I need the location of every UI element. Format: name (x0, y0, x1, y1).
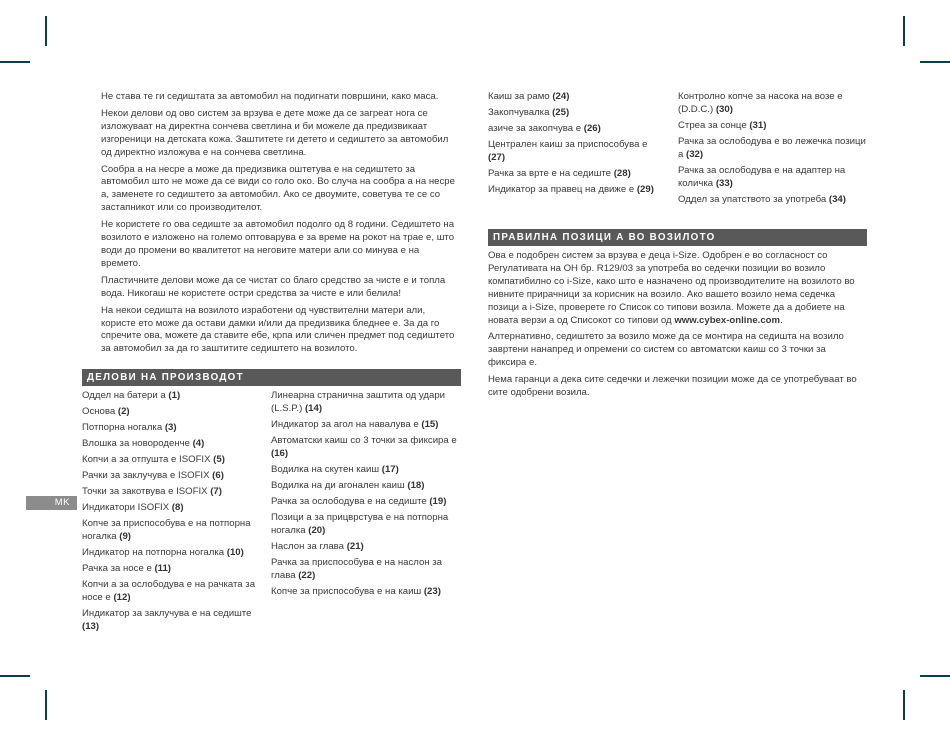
paragraph: Не става те ги седиштата за автомобил на подигнати површини, како маса. (101, 91, 439, 102)
part-number: (10) (226, 546, 244, 558)
paragraph-end: . (780, 314, 783, 326)
part-item (271, 435, 463, 461)
part-number: (9) (119, 530, 132, 542)
crop-mark (903, 690, 905, 720)
part-label: Водилка на ди агонален каиш (271, 479, 405, 491)
part-number: (14) (304, 402, 323, 414)
part-number: (8) (171, 502, 184, 513)
part-item (82, 390, 267, 403)
part-label: Контролно копче за насока на возе е (D.D.C.) (678, 91, 843, 115)
part-label: Рачка за носе е (82, 562, 152, 574)
paragraph: Некои делови од ово систем за врзува е дете може да се загреат нога се изложуваат на директна сончева светлина и би можеле да предизвикаат изгореници на детската кожа. Заштитете ги детето и седиштето за автомобил од директно изложува е на сончева светлина. (101, 107, 449, 158)
part-number: (21) (346, 540, 364, 552)
crop-mark (903, 16, 905, 46)
part-item (82, 470, 267, 483)
part-number: (11) (154, 562, 171, 574)
part-item (82, 563, 267, 576)
part-label: Точки за закотвува е ISOFIX (82, 486, 208, 497)
part-number: (27) (488, 151, 506, 163)
part-item (488, 91, 666, 104)
part-number: (24) (552, 91, 570, 102)
part-item (488, 123, 666, 136)
crop-mark (0, 675, 30, 677)
part-item (271, 390, 463, 416)
part-label: Закопчувалка (488, 107, 550, 118)
part-label: Индикатор за правец на движе е (488, 183, 635, 195)
part-label: Копчи а за ослободува е на рачката за носе е (82, 578, 256, 603)
part-number: (6) (212, 470, 224, 481)
part-label: Индикатори ISOFIX (82, 502, 170, 513)
safety-notes (101, 91, 461, 360)
part-item (82, 547, 267, 560)
part-number: (26) (583, 123, 601, 134)
part-number: (19) (429, 495, 447, 507)
crop-mark (920, 61, 950, 63)
part-number: (33) (715, 177, 733, 189)
part-label: азиче за закопчува е (488, 123, 582, 134)
parts-list-1 (82, 390, 267, 637)
part-item (82, 454, 267, 467)
part-number: (23) (423, 585, 441, 597)
crop-mark (45, 16, 47, 46)
part-item (82, 502, 267, 515)
part-label: Индикатор за агол на навалува е (271, 418, 419, 430)
part-label: Оддел на батери а (82, 390, 166, 401)
part-label: Основа (82, 406, 116, 417)
part-number: (31) (749, 119, 767, 131)
parts-list-2 (271, 390, 463, 602)
part-number: (30) (715, 103, 733, 115)
part-item (271, 586, 463, 599)
part-item (678, 91, 870, 117)
part-number: (28) (613, 167, 631, 179)
part-item (488, 139, 666, 165)
part-label: Копчи а за отпушта е ISOFIX (82, 454, 211, 465)
part-item (271, 480, 463, 493)
part-label: Позици а за прицврстува е на потпорна ногалка (271, 511, 449, 536)
parts-list-4 (678, 91, 870, 210)
part-label: Рачки за заклучува е ISOFIX (82, 470, 210, 481)
part-item (271, 512, 463, 538)
part-item (82, 486, 267, 499)
correct-position-text (488, 250, 866, 404)
part-label: Копче за приспособува е на каиш (271, 585, 422, 597)
part-item (82, 608, 267, 634)
part-number: (25) (552, 107, 570, 118)
part-label: Влошка за новороденче (82, 438, 190, 449)
part-item (82, 438, 267, 451)
part-label: Рачка за врте е на седиште (488, 167, 612, 179)
part-item (82, 579, 267, 605)
crop-mark (0, 61, 30, 63)
part-number: (34) (828, 193, 846, 205)
part-label: Оддел за упатството за употреба (678, 193, 827, 205)
part-number: (5) (213, 454, 225, 465)
part-number: (18) (407, 479, 425, 491)
part-number: (29) (636, 183, 654, 195)
part-item (271, 541, 463, 554)
part-item (271, 557, 463, 583)
part-item (82, 518, 267, 544)
part-number: (15) (421, 418, 439, 430)
part-number: (7) (210, 486, 222, 497)
crop-mark (45, 690, 47, 720)
part-item (678, 120, 870, 133)
part-label: Индикатор на потпорна ногалка (82, 546, 225, 558)
part-label: Каиш за рамо (488, 91, 550, 102)
part-number: (12) (113, 591, 131, 603)
part-item (488, 168, 666, 181)
part-item (271, 464, 463, 477)
section-header-correct-position: ПРАВИЛНА ПОЗИЦИ А ВО ВОЗИЛОТО (488, 229, 867, 246)
paragraph-text: Ова е подобрен систем за врзува е деца i-Size. Одобрен е во согласност со Регулативата на ОН бр. R129/03 за употреба во седечки позиции во возило компатибилно со i-Size, како што е назначено од производителите на возилото во нивните прирачници за корисник на возило. Ако вашето возило нема седечка позици а i-Size, проверете го Список со типови возила. Можете да а добиете на новата верзи а од Списокот со типови од (488, 250, 855, 326)
part-item (271, 496, 463, 509)
paragraph: Не користете го ова седиште за автомобил подолго од 8 години. Седиштето на возилото е изложено на големо оптоварува е за време на рокот на трае е, што води до промени во квалитетот на неговите матери али со минува е на времето. (101, 219, 455, 269)
part-label: Рачка за ослободува е на адаптер на количка (678, 164, 846, 189)
part-number: (1) (168, 390, 181, 401)
part-label: Рачка за ослободува е на седиште (271, 495, 427, 507)
part-item (678, 136, 870, 162)
part-item (488, 107, 666, 120)
part-label: Индикатор за заклучува е на седиште (82, 607, 252, 619)
crop-mark (920, 675, 950, 677)
part-number: (32) (686, 148, 704, 160)
part-number: (3) (164, 422, 177, 433)
paragraph (488, 250, 866, 327)
part-label: Автоматски каиш со 3 точки за фиксира е (271, 434, 457, 446)
part-item (82, 406, 267, 419)
part-number: (17) (381, 463, 399, 475)
part-label: Потпорна ногалка (82, 422, 163, 433)
part-label: Стреа за сонце (678, 119, 747, 131)
section-header-parts: ДЕЛОВИ НА ПРОИЗВОДОТ (82, 369, 461, 386)
part-label: Водилка на скутен каиш (271, 463, 380, 475)
part-item (271, 419, 463, 432)
part-label: Наслон за глава (271, 540, 345, 552)
website-link[interactable]: www.cybex-online.com (674, 314, 781, 326)
part-item (678, 165, 870, 191)
paragraph: На некои седишта на возилото изработени од чувствителни матери али, користе ето може да остави дамки и/или да предизвика бледнее е. За да го спречите ова, можете да ставите ебе, крпа или сличен предмет под седиштето за автомобил за да го заштитите седиштето на возилото. (101, 304, 455, 355)
part-number: (13) (82, 620, 100, 632)
part-item (678, 194, 870, 207)
part-number: (22) (298, 569, 316, 581)
paragraph: Сообра а на несре а може да предизвика оштетува е на седиштето за автомобил што не може да се види со голо око. Во случа на сообра а на несре а, заменете го седиштето за автомобил. Ако се двоумите, советува те се со застапникот или со производителот. (101, 163, 455, 214)
part-label: Копче за приспособува е на потпорна ногалка (82, 518, 251, 542)
part-item (488, 184, 666, 197)
part-number: (2) (117, 406, 130, 417)
parts-list-3 (488, 91, 666, 200)
paragraph: Алтернативно, седиштето за возило може да се монтира на седишта на возило завртени нанапред и опремени со систем со автоматски каиш со 3 точки за фиксира е. (488, 331, 844, 369)
language-tab: MK (26, 496, 77, 510)
paragraph: Пластичните делови може да се чистат со благо средство за чисте е и топла вода. Никогаш не користете остри средства за чисте е или белила! (101, 274, 446, 299)
part-number: (4) (192, 438, 205, 449)
part-label: Централен каиш за приспособува е (488, 139, 648, 150)
part-label: Рачка за приспособува е на наслон за глава (271, 556, 443, 581)
paragraph: Нема гаранци а дека сите седечки и лежечки позиции може да се употребуваат во сите одобрени возила. (488, 374, 857, 399)
part-label: Рачка за ослободува е во лежечка позици а (678, 135, 866, 160)
part-item (82, 422, 267, 435)
part-label: Линеарна странична заштита од удари (L.S.P.) (271, 390, 446, 414)
part-number: (20) (308, 524, 326, 536)
part-number: (16) (271, 447, 289, 459)
